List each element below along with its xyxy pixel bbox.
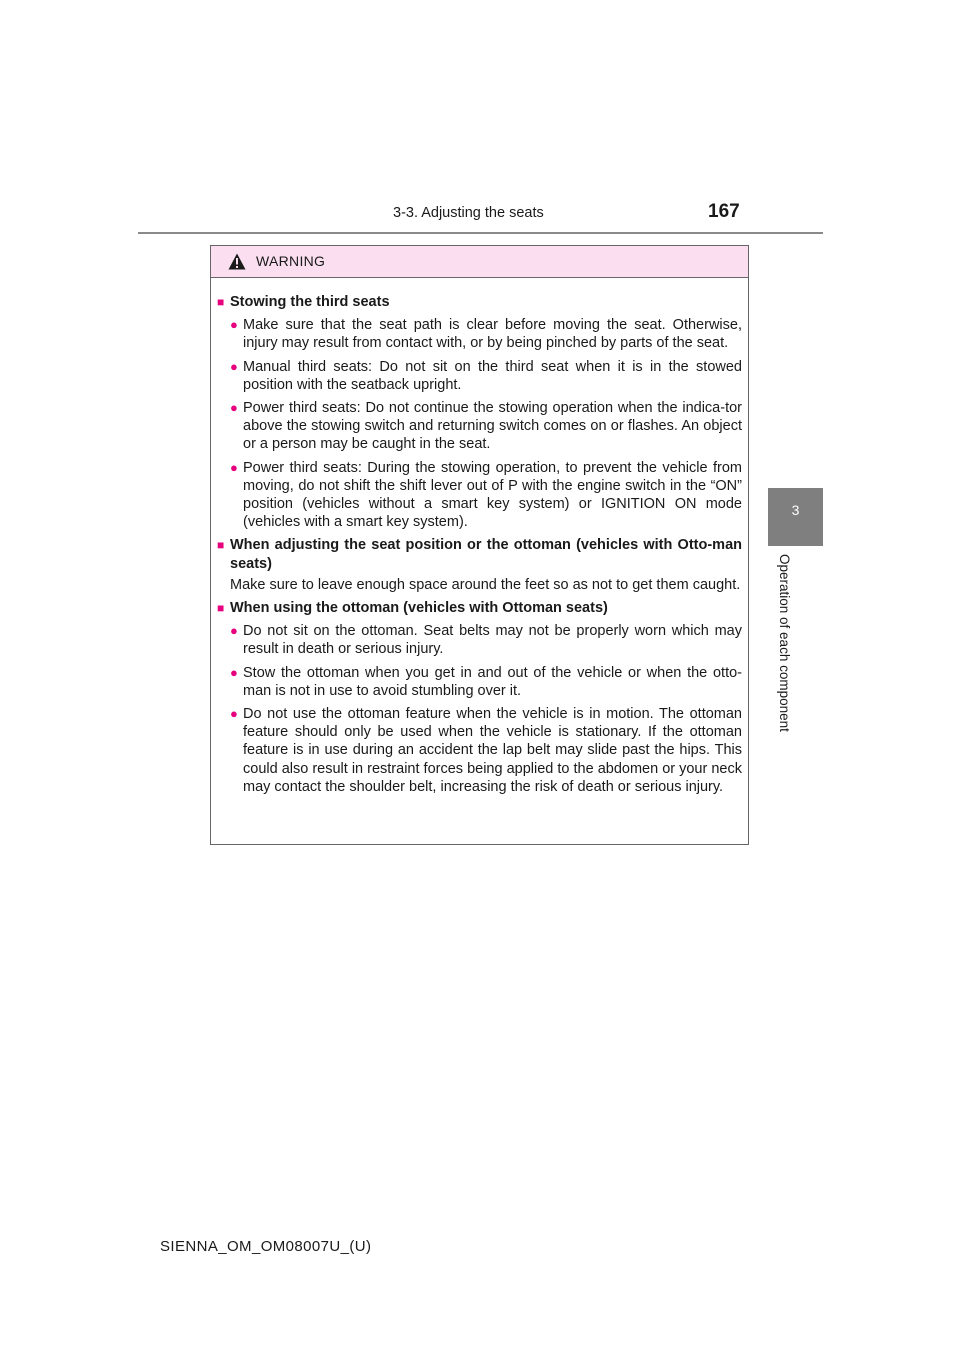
chapter-label: Operation of each component xyxy=(777,554,792,732)
list-item-text: Manual third seats: Do not sit on the third seat when it is in the stowed position with the seatback upright. xyxy=(243,358,742,393)
warning-title: WARNING xyxy=(256,253,326,269)
circle-bullet-icon: ● xyxy=(230,623,238,639)
section-title: 3-3. Adjusting the seats xyxy=(393,205,544,221)
warning-box xyxy=(210,245,749,845)
list-item xyxy=(217,358,742,394)
circle-bullet-icon: ● xyxy=(230,664,238,680)
square-bullet-icon: ■ xyxy=(217,295,225,309)
circle-bullet-icon: ● xyxy=(230,358,238,374)
list-item xyxy=(217,664,742,700)
circle-bullet-icon: ● xyxy=(230,706,238,722)
warning-triangle-icon xyxy=(228,253,246,270)
section-heading xyxy=(217,599,742,617)
warning-body xyxy=(211,278,748,796)
list-item-text: Do not use the ottoman feature when the vehicle is in motion. The ottoman feature should only be used when the vehicle is stationary. If the ottoman feature is in use during an accident the lap belt may slide past the hips. This could also result in restraint forces being applied to the abdomen or your neck may contact the shoulder belt, increasing the risk of death or serious injury. xyxy=(243,706,742,795)
square-bullet-icon: ■ xyxy=(217,601,225,616)
list-item-text: Power third seats: Do not continue the stowing operation when the indica-tor above the stowing switch and returning switch comes on or flashes. An object or a person may be caught in the seat. xyxy=(243,400,742,453)
circle-bullet-icon: ● xyxy=(230,317,238,333)
list-item-text: Stow the ottoman when you get in and out of the vehicle or when the otto-man is not in use to avoid stumbling over it. xyxy=(243,664,742,699)
list-item xyxy=(217,705,742,796)
warning-header xyxy=(211,246,748,278)
section-heading xyxy=(217,536,742,572)
section-paragraph: Make sure to leave enough space around the feet so as not to get them caught. xyxy=(230,576,741,593)
header-divider xyxy=(138,232,823,234)
list-item xyxy=(217,399,742,454)
list-item-text: Do not sit on the ottoman. Seat belts may not be properly worn which may result in death or serious injury. xyxy=(243,623,742,658)
chapter-number: 3 xyxy=(791,502,800,518)
list-item-text: Make sure that the seat path is clear before moving the seat. Otherwise, injury may result from contact with, or by being pinched by parts of the seat. xyxy=(243,317,742,352)
list-item xyxy=(217,622,742,658)
list-item xyxy=(217,316,742,352)
circle-bullet-icon: ● xyxy=(230,400,238,416)
square-bullet-icon: ■ xyxy=(217,538,225,553)
section-heading-text: When adjusting the seat position or the ottoman (vehicles with Otto-man seats) xyxy=(230,537,742,572)
section-heading-text: Stowing the third seats xyxy=(230,294,390,310)
list-item xyxy=(217,459,742,532)
list-item-text: Power third seats: During the stowing operation, to prevent the vehicle from moving, do not shift the shift lever out of P with the engine switch in the “ON” position (vehicles without a smart key system) or IGNITION ON mode (vehicles with a smart key system). xyxy=(243,459,742,531)
section-heading-text: When using the ottoman (vehicles with Ottoman seats) xyxy=(230,600,608,617)
section-heading xyxy=(217,293,742,311)
circle-bullet-icon: ● xyxy=(230,459,238,475)
document-code: SIENNA_OM_OM08007U_(U) xyxy=(160,1238,372,1255)
page-number: 167 xyxy=(708,201,740,222)
